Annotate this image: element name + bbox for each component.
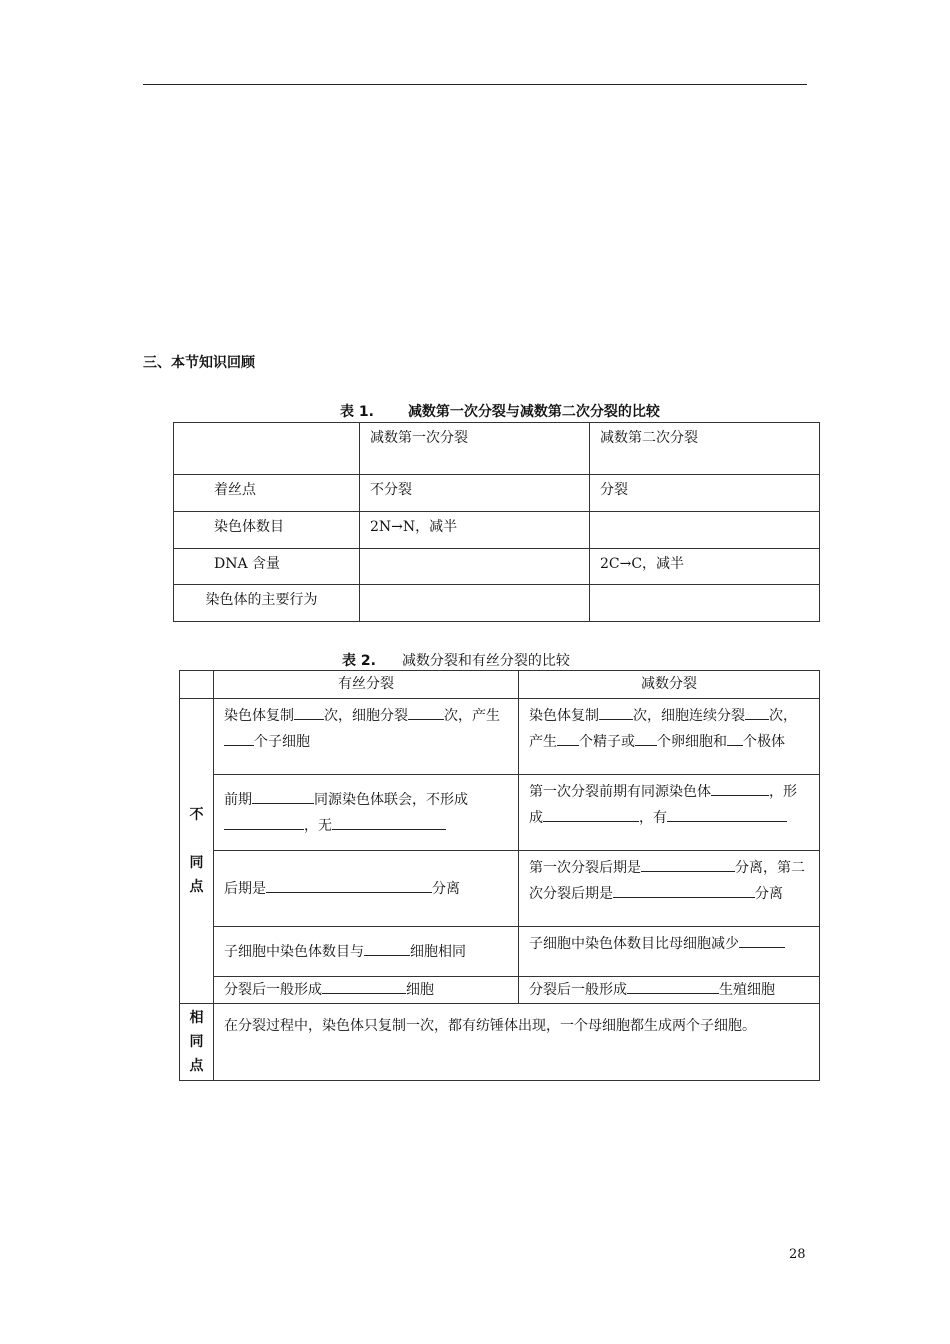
table-row [180,977,820,1004]
table-header-cell: 减数第二次分裂 [590,423,820,475]
table-header-cell: 减数第一次分裂 [360,423,590,475]
table-cell [360,549,590,585]
row-label: 染色体数目 [174,512,360,549]
row-label: DNA 含量 [174,549,360,585]
table1-caption [340,401,660,421]
table-cell: 2N→N，减半 [360,512,590,549]
table-cell: 分裂 [590,475,820,512]
table-cell: 第一次分裂后期是 分离，第二次分裂后期是 分离 [519,851,820,927]
table-cell: 前期 同源染色体联会，不形成，无 [214,775,519,851]
table-cell: 不分裂 [360,475,590,512]
table-row [174,475,820,512]
table-row [174,512,820,549]
table1-caption-title: 减数第一次分裂与减数第二次分裂的比较 [407,404,660,420]
row-group-label-similarities: 相 同 点 [180,1004,214,1081]
header-rule [143,84,807,85]
table-cell: 子细胞中染色体数目与 细胞相同 [214,927,519,977]
table-row [180,775,820,851]
table-meiosis-i-vs-ii [173,422,820,622]
table-cell: 第一次分裂前期有同源染色体 ，形成 ，有 [519,775,820,851]
row-group-label-differences: 不 同 点 [180,699,214,1004]
table-header-cell: 减数分裂 [519,671,820,699]
table-cell: 染色体复制 次，细胞分裂 次，产生个子细胞 [214,699,519,775]
table-row [174,585,820,622]
table-cell: 分裂后一般形成 生殖细胞 [519,977,820,1004]
table-header-cell-empty [180,671,214,699]
table2-caption [342,650,570,670]
table-cell-similarities: 在分裂过程中，染色体只复制一次，都有纺锤体出现，一个母细胞都生成两个子细胞。 [214,1004,820,1081]
table-row [174,549,820,585]
page-number: 28 [789,1247,806,1262]
table-row [180,1004,820,1081]
row-label: 着丝点 [174,475,360,512]
table-cell [360,585,590,622]
table-cell: 子细胞中染色体数目比母细胞减少 [519,927,820,977]
table-cell [590,585,820,622]
table-header-row [174,423,820,475]
table-cell [590,512,820,549]
table2-caption-title: 减数分裂和有丝分裂的比较 [401,653,570,669]
table2-caption-label: 表 2. [342,653,376,669]
table-header-row [180,671,820,699]
table-row [180,699,820,775]
table-meiosis-vs-mitosis [179,670,820,1081]
table-row [180,927,820,977]
row-label: 染色体的主要行为 [174,585,360,622]
table-cell: 染色体复制 次，细胞连续分裂 次，产生 个精子或 个卵细胞和 个极体 [519,699,820,775]
table-header-cell-empty [174,423,360,475]
table-cell: 分裂后一般形成 细胞 [214,977,519,1004]
table1-caption-label: 表 1. [340,404,374,420]
table-cell: 后期是 分离 [214,851,519,927]
table-cell: 2C→C，减半 [590,549,820,585]
table-row [180,851,820,927]
section-heading: 三、本节知识回顾 [143,355,255,371]
table-header-cell: 有丝分裂 [214,671,519,699]
